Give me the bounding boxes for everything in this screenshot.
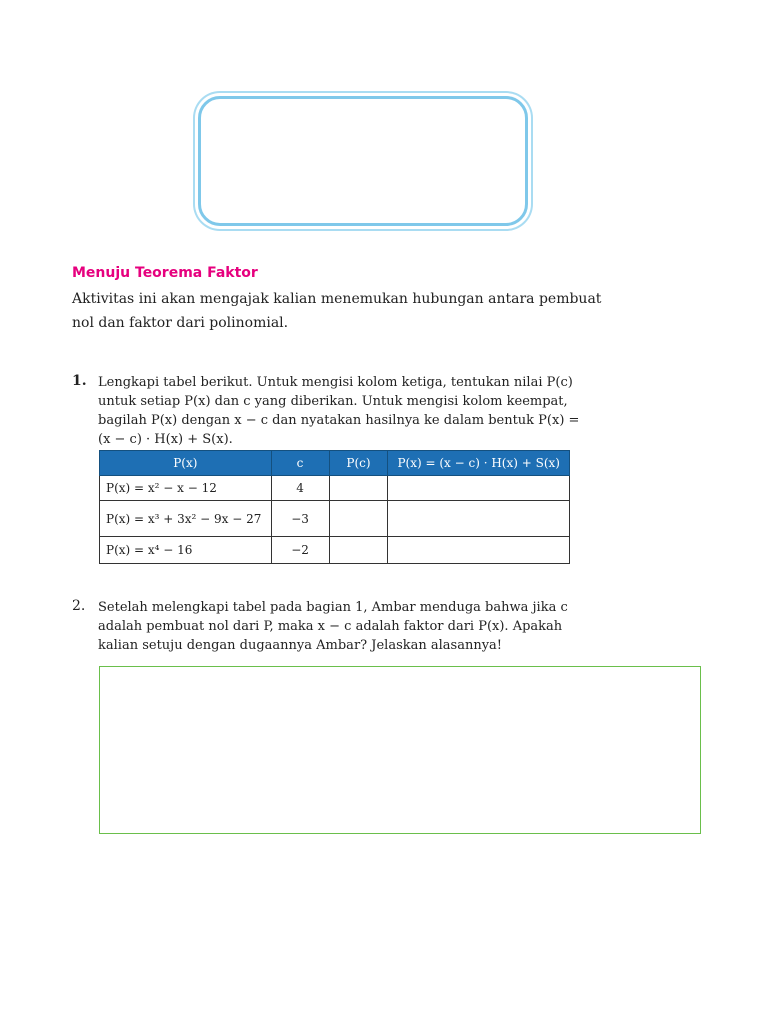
header-px: P(x) [100,451,272,476]
table-row [100,537,570,564]
item-1-number: 1. [72,373,87,389]
intro-paragraph: Aktivitas ini akan mengajak kalian menemukan hubungan antara pembuat nol dan faktor dari polinomial. [72,291,602,331]
cell-c: −3 [271,501,329,537]
cell-px: P(x) = x² − x − 12 [100,476,272,501]
cell-px: P(x) = x³ + 3x² − 9x − 27 [100,501,272,537]
item-1-text: Lengkapi tabel berikut. Untuk mengisi kolom ketiga, tentukan nilai P(c) untuk setiap P(x) dan c yang diberikan. Untuk mengisi kolom keempat, bagilah P(x) dengan x − c dan nyatakan hasilnya ke dalam bentuk P(x) = (x − c) · H(x) + S(x). [98,375,580,447]
polynomial-table [99,450,570,564]
table-row [100,476,570,501]
header-pc: P(c) [329,451,388,476]
cell-px: P(x) = x⁴ − 16 [100,537,272,564]
table-header-row [100,451,570,476]
section-title: Menuju Teorema Faktor [72,265,258,281]
cell-pc[interactable] [329,476,388,501]
header-c: c [271,451,329,476]
cell-pc[interactable] [329,501,388,537]
item-2-number: 2. [72,598,86,614]
answer-box[interactable] [99,666,701,834]
item-2-text: Setelah melengkapi tabel pada bagian 1, Ambar menduga bahwa jika c adalah pembuat nol dari P, maka x − c adalah faktor dari P(x). Apakah kalian setuju dengan dugaannya Ambar? Jelaskan alasannya! [98,600,568,653]
blank-rounded-frame [198,96,528,226]
cell-c: 4 [271,476,329,501]
table-row [100,501,570,537]
cell-pc[interactable] [329,537,388,564]
header-form: P(x) = (x − c) · H(x) + S(x) [388,451,570,476]
cell-form[interactable] [388,537,570,564]
cell-form[interactable] [388,476,570,501]
cell-c: −2 [271,537,329,564]
cell-form[interactable] [388,501,570,537]
